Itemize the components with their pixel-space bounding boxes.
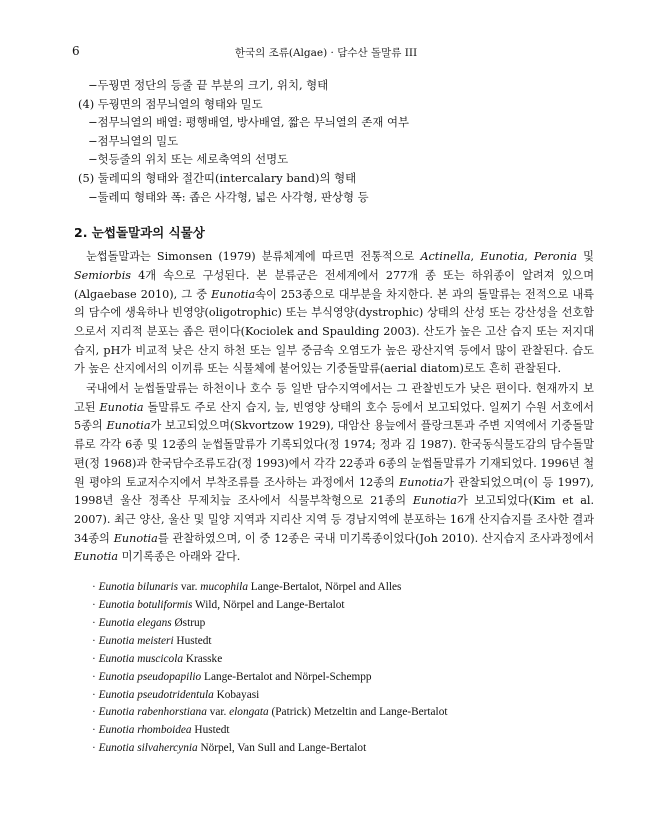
text-run: 및	[577, 250, 594, 264]
text-run: 속이 253종으로 대부분을 차지한다. 본 과의 돌말류는 전적으로 내륙의 담수에 생육하나 빈영양(oligotrophic) 또는 부식영양(dystrophic) 상태의 산성 또는 강산성을 선호함으로서 지리적 분포는 좁은 편이다(Kociolek and Spaulding 2003). 산도가 높은 고산 습지 또는 저지대 습지, pH가 비교적 낮은 산지 하천 또는 일부 중금속 오염도가 높은 광산지역 등에서 많이 관찰된다. 습도가 높은 산지에서의 이끼류 또는 식물체에 붙어있는 기중돌말류(aerial diatom)로도 흔히 관찰된다.	[74, 287, 594, 376]
species-name: Eunotia elegans	[98, 616, 172, 629]
list-item: (5) 둘레띠의 형태와 절간띠(intercalary band)의 형태	[78, 170, 357, 185]
body-paragraph	[74, 248, 594, 379]
species-name: Eunotia pseudopapilio	[98, 670, 202, 683]
bullet: ·	[92, 688, 96, 701]
species-name: Eunotia bilunaris	[98, 581, 178, 594]
text-run: 돌말류도 주로 산지 습지, 늪, 빈영양 상태의 호수 등에서 보고되었다. 일찌기 수원 서호에서 5종의	[74, 400, 594, 433]
species-item	[92, 615, 594, 633]
list-item: −점무늬열의 밀도	[88, 133, 179, 148]
text-run: 가 관찰되었으며(이 등 1997), 1998년 울산 정족산 무제치늪 조사에서 식물부착형으로 21종의	[74, 475, 594, 508]
species-item	[92, 579, 594, 597]
list-item: (4) 두꿩면의 점무늬열의 형태와 밀도	[78, 96, 263, 111]
species-author: Nörpel, Van Sull and Lange-Bertalot	[197, 742, 367, 755]
species-author: (Patrick) Metzeltin and Lange-Bertalot	[268, 706, 448, 719]
species-name: Eunotia rhomboidea	[98, 724, 192, 737]
species-item	[92, 722, 594, 740]
species-item	[92, 597, 594, 615]
var-label: var.	[178, 581, 201, 594]
bullet: ·	[92, 742, 96, 755]
species-name: Eunotia silvahercynia	[98, 742, 198, 755]
text-run: ,	[524, 250, 534, 264]
species-item	[92, 633, 594, 651]
species-author: Krasske	[183, 652, 223, 665]
bullet: ·	[92, 599, 96, 612]
text-run: 를 관찰하였으며, 이 중 12종은 국내 미기록종이었다(Joh 2010). 산지습지 조사과정에서	[157, 531, 595, 545]
bullet: ·	[92, 634, 96, 647]
bullet: ·	[92, 616, 96, 629]
species-list	[74, 579, 594, 758]
genus-name: Eunotia	[74, 550, 119, 564]
list-item: −헛등줄의 위치 또는 세로축역의 선명도	[88, 152, 289, 167]
species-name: Eunotia meisteri	[98, 634, 174, 647]
genus-name: Eunotia	[106, 419, 151, 433]
species-item	[92, 651, 594, 669]
list-item: −두꿩면 정단의 등줄 끝 부분의 크기, 위치, 형태	[88, 78, 329, 92]
text-run: 미기록종은 아래와 같다.	[118, 550, 241, 564]
page-content	[74, 76, 594, 758]
criteria-list	[74, 76, 594, 206]
bullet: ·	[92, 706, 96, 719]
genus-name: Eunotia	[99, 400, 144, 414]
bullet: ·	[92, 724, 96, 737]
body-paragraph	[74, 380, 594, 567]
species-author: Kobayasi	[213, 688, 260, 701]
page-header	[72, 44, 580, 60]
species-item	[92, 687, 594, 705]
variety-name: mucophila	[200, 581, 248, 594]
genus-name: Semiorbis	[74, 268, 132, 282]
text-run: 가 보고되었다(Kim et al. 2007). 최근 양산, 울산 및 밀양 지역과 지리산 지역 등 경남지역에 분포하는 16개 산지습지를 조사한 결과 34종의	[74, 494, 595, 545]
species-name: Eunotia rabenhorstiana	[98, 706, 207, 719]
species-author: Hustedt	[191, 724, 230, 737]
genus-name: Eunotia	[399, 475, 444, 489]
genus-name: Eunotia	[480, 250, 525, 264]
species-item	[92, 669, 594, 687]
species-item	[92, 704, 594, 722]
species-author: Lange-Bertalot, Nörpel and Alles	[247, 581, 402, 594]
species-item	[92, 740, 594, 758]
list-item: −점무늬열의 배열: 평행배열, 방사배열, 짧은 무늬열의 존재 여부	[88, 115, 410, 130]
species-name: Eunotia botuliformis	[98, 599, 193, 612]
text-run: 가 보고되었으며(Skvortzow 1929), 대암산 용늪에서 플랑크톤과 주변 지역에서 기중돌말류로 각각 6종 및 12종의 눈썹돌말류가 기록되었다(정 1974; 정과 김 1987). 한국동식물도감의 담수돌말편(정 1968)과 한국담수조류도감(정 1993)에서 각각 22종과 6종의 눈썹돌말류가 기재되었다. 1996년 철원 평야의 토교저수지에서 부착조류를 조사하는 과정에서 12종의	[74, 419, 594, 489]
var-label: var.	[206, 706, 230, 719]
genus-name: Eunotia	[412, 494, 457, 508]
section-heading: 2. 눈썹돌말과의 식물상	[74, 225, 205, 241]
genus-name: Actinella	[420, 250, 471, 264]
list-item: −둘레띠 형태와 폭: 좁은 사각형, 넓은 사각형, 판상형 등	[88, 189, 369, 204]
species-name: Eunotia pseudotridentula	[98, 688, 214, 701]
text-run: ,	[470, 250, 481, 264]
bullet: ·	[92, 670, 96, 683]
bullet: ·	[92, 581, 96, 594]
text-run: 4개 속으로 구성된다. 본 분류군은 전세계에서 277개 종 또는 하위종이 알려져 있으며(Algaebase 2010), 그 중	[74, 268, 594, 301]
species-author: Wild, Nörpel and Lange-Bertalot	[192, 599, 345, 612]
variety-name: elongata	[229, 706, 269, 719]
bullet: ·	[92, 652, 96, 665]
running-head: 한국의 조류(Algae) · 담수산 돌말류 III	[234, 47, 418, 59]
species-author: Hustedt	[173, 634, 212, 647]
species-name: Eunotia muscicola	[98, 652, 183, 665]
text-run: 국내에서 눈썹돌말류는 하천이나 호수 등 일반 담수지역에서는 그 관찰빈도가 낮은 편이다. 현재까지 보고된	[74, 382, 594, 414]
genus-name: Eunotia	[113, 531, 158, 545]
species-author: Østrup	[171, 616, 206, 629]
genus-name: Peronia	[533, 250, 578, 264]
species-author: Lange-Bertalot and Nörpel-Schempp	[201, 670, 372, 683]
text-run: 눈썹돌말과는 Simonsen (1979) 분류체계에 따르면 전통적으로	[86, 250, 421, 264]
page-number: 6	[72, 44, 80, 58]
genus-name: Eunotia	[211, 287, 256, 301]
